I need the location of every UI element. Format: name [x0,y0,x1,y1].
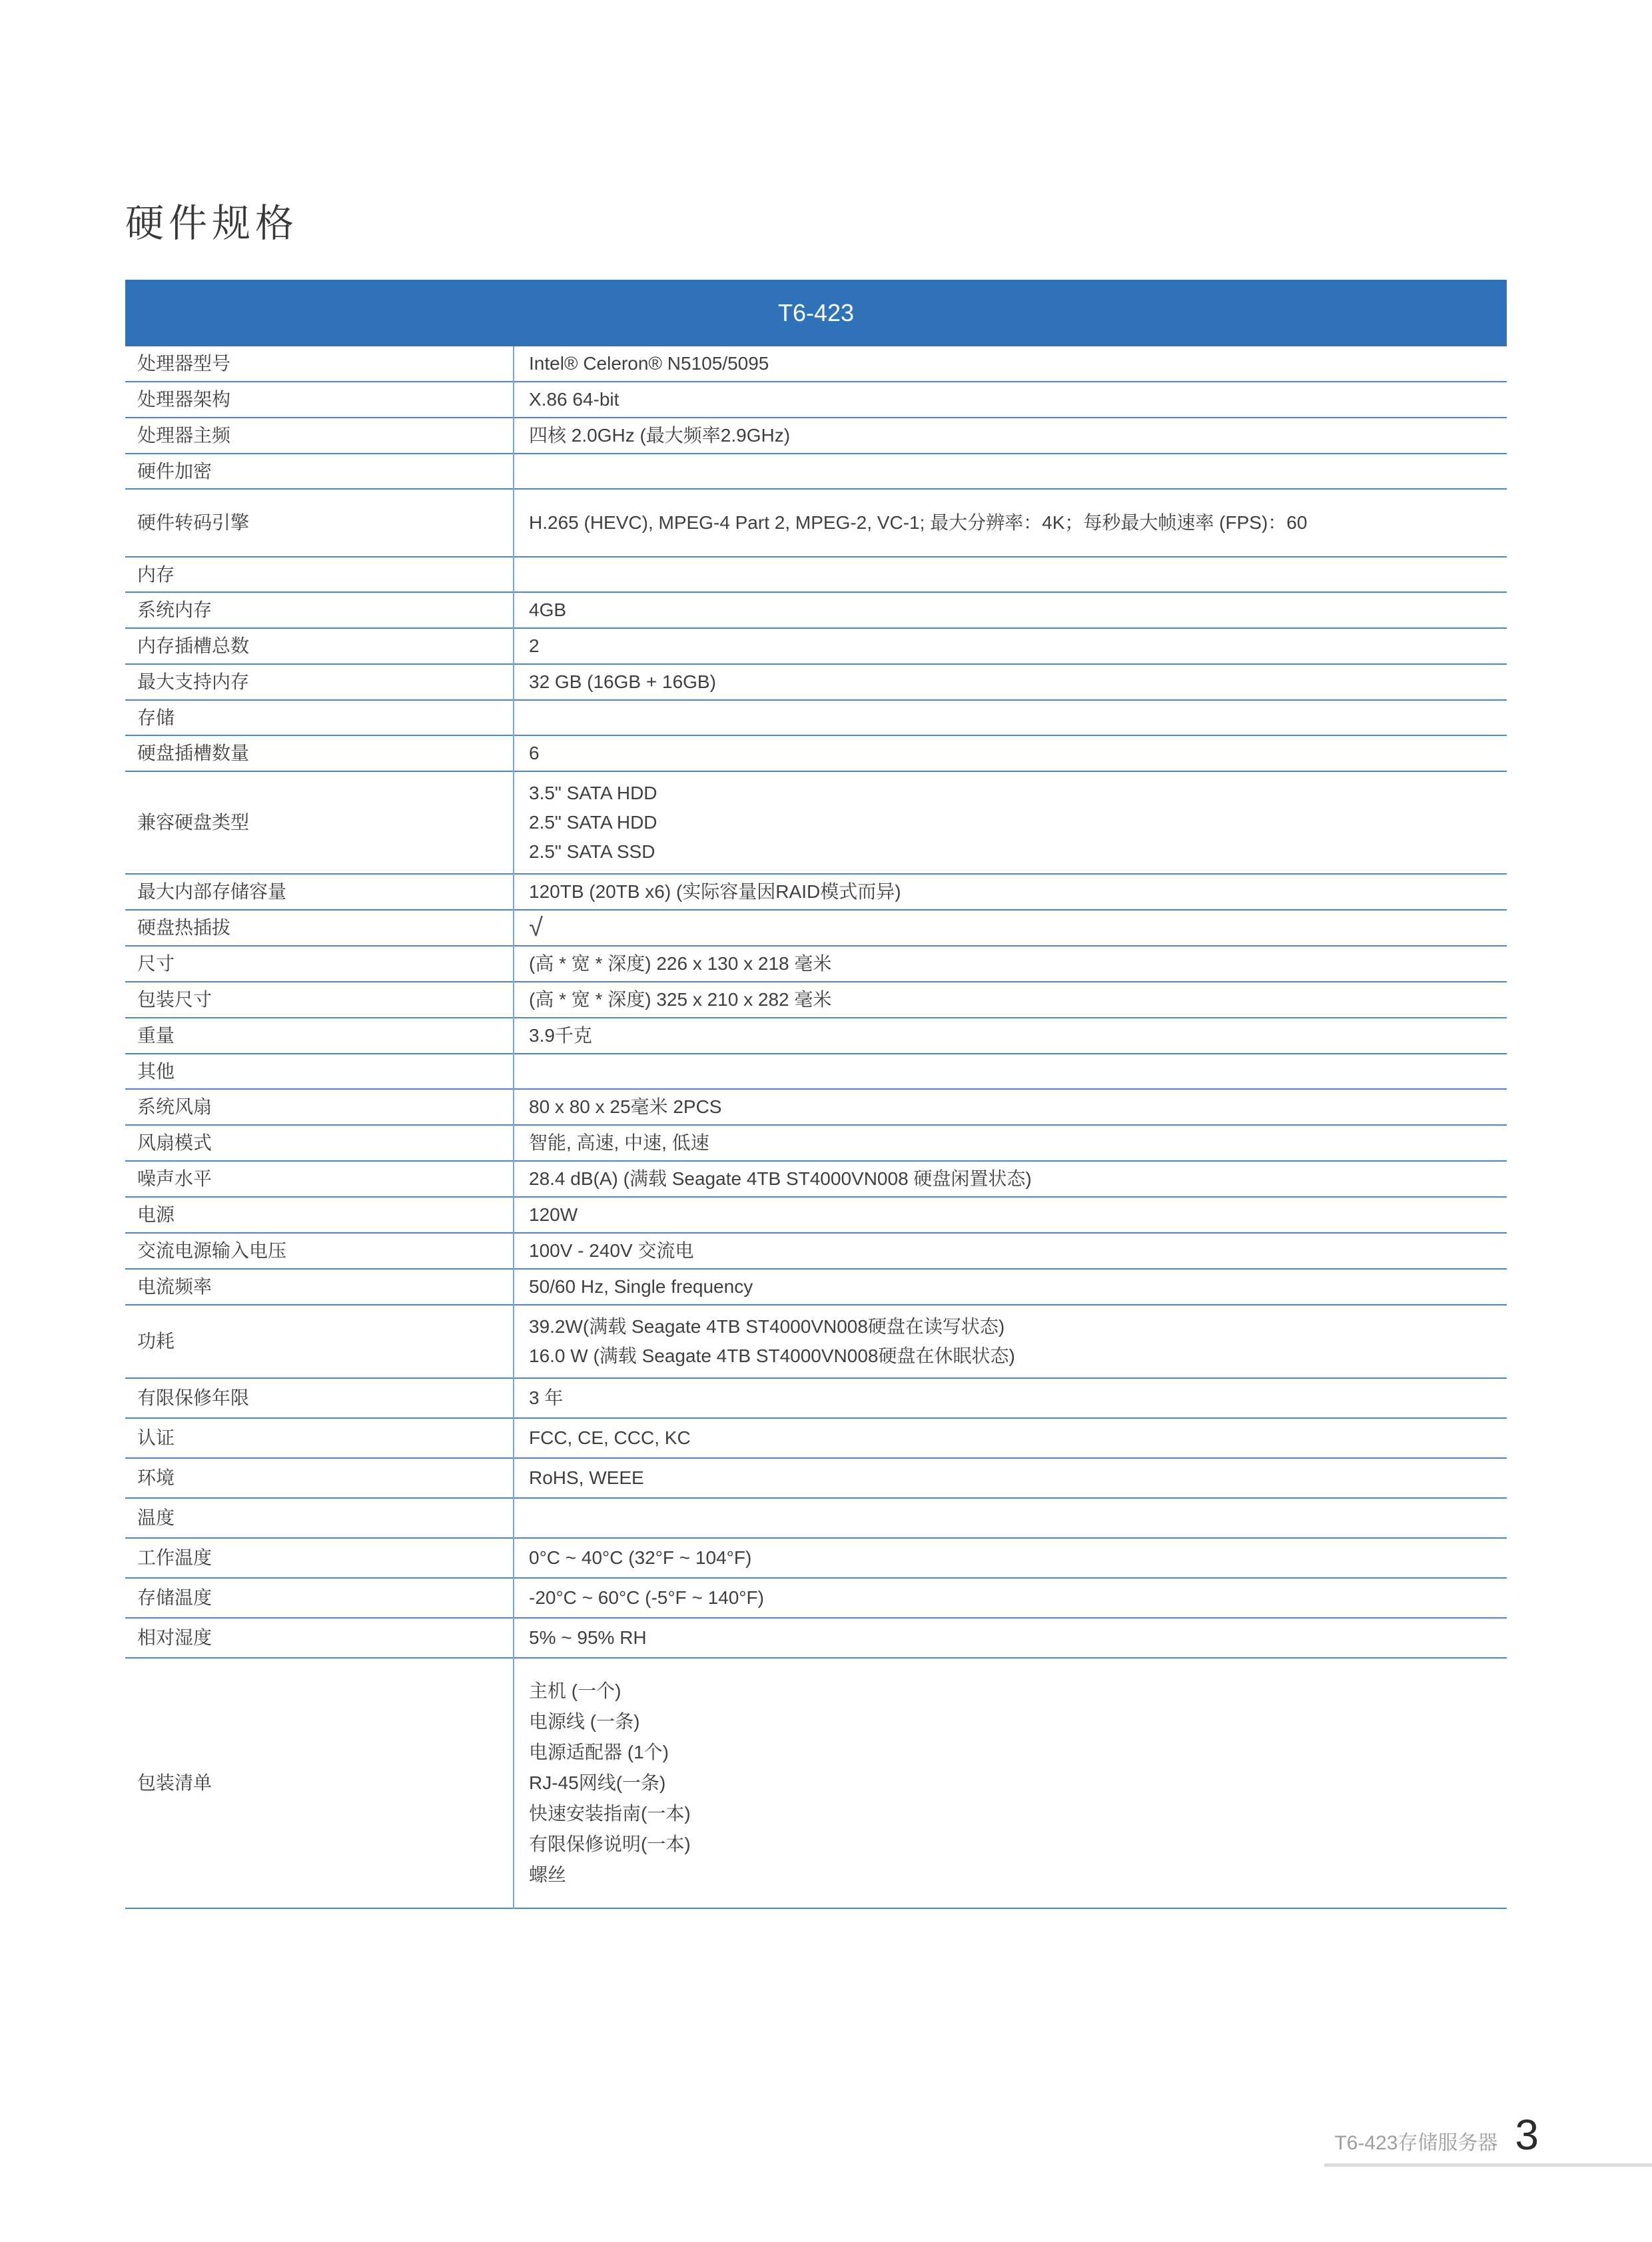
spec-value-line: 3 年 [529,1387,564,1408]
spec-value [513,382,1507,417]
spec-value [513,469,1507,474]
spec-label: 温度 [137,1507,175,1528]
spec-label: 最大支持内存 [137,671,250,692]
spec-value-line: 0°C ~ 40°C (32°F ~ 104°F) [529,1547,752,1568]
spec-value [513,1381,1507,1415]
spec-row [125,1539,1507,1579]
spec-row [125,418,1507,454]
spec-value [513,875,1507,909]
spec-row [125,736,1507,772]
spec-value [513,1198,1507,1232]
spec-label: 功耗 [137,1331,175,1351]
spec-table [125,280,1507,1909]
spec-value-line: 80 x 80 x 25毫米 2PCS [529,1096,722,1117]
spec-value [513,665,1507,699]
spec-value [513,572,1507,577]
footer-page-number: 3 [1515,2111,1539,2159]
spec-row [125,1379,1507,1419]
spec-label: 兼容硬盘类型 [137,812,250,833]
spec-value [513,1018,1507,1053]
spec-value-line: 2 [529,635,540,656]
spec-row [125,1090,1507,1126]
spec-value-line: 6 [529,743,540,763]
spec-value-line: 2.5" SATA SSD [529,841,655,862]
spec-label: 硬盘热插拔 [137,917,231,938]
spec-label: 处理器架构 [137,389,231,410]
spec-row [125,1126,1507,1162]
spec-row [125,946,1507,982]
table-header [125,280,1507,346]
spec-row [125,346,1507,382]
spec-row [125,1018,1507,1054]
spec-label: 交流电源输入电压 [137,1240,287,1261]
spec-value [513,1541,1507,1575]
spec-row [125,1270,1507,1306]
spec-row [125,1419,1507,1459]
spec-value-line: 3.9千克 [529,1025,592,1046]
spec-row [125,558,1507,593]
spec-value [513,1621,1507,1655]
spec-label: 最大内部存储容量 [137,881,287,902]
spec-value [513,1309,1507,1373]
spec-value [513,911,1507,945]
spec-value [513,629,1507,663]
spec-value-line: 3.5" SATA HDD [529,783,657,803]
spec-value [513,982,1507,1017]
spec-value-line: √ [529,914,543,942]
spec-value-line: 螺丝 [529,1864,567,1885]
spec-label: 包装清单 [137,1772,212,1793]
spec-value-line: 50/60 Hz, Single frequency [529,1276,753,1297]
spec-row [125,665,1507,701]
spec-value [513,736,1507,771]
spec-value [513,946,1507,981]
spec-row [125,1659,1507,1909]
spec-value-line: 四核 2.0GHz (最大频率2.9GHz) [529,425,791,446]
spec-row [125,593,1507,629]
spec-label: 存储 [137,707,175,728]
spec-label: 处理器型号 [137,353,231,374]
spec-value [513,1069,1507,1074]
footer-rule [1324,2163,1652,2167]
spec-label: 相对湿度 [137,1627,212,1648]
spec-row [125,382,1507,418]
table-body [125,346,1507,1909]
spec-label: 重量 [137,1025,175,1046]
spec-row [125,1499,1507,1539]
spec-value [513,1126,1507,1160]
spec-value-line: 快速安装指南(一本) [529,1803,691,1824]
spec-label: 噪声水平 [137,1168,212,1189]
spec-label: 内存 [137,563,175,585]
spec-value-line: 39.2W(满载 Seagate 4TB ST4000VN008硬盘在读写状态) [529,1316,1005,1337]
spec-value [513,506,1507,540]
spec-value-line: 28.4 dB(A) (满载 Seagate 4TB ST4000VN008 硬盘闲置状态) [529,1168,1032,1189]
spec-row [125,1162,1507,1198]
spec-label: 风扇模式 [137,1132,212,1153]
spec-label: 其他 [137,1060,175,1082]
spec-row [125,490,1507,558]
spec-value-line: 5% ~ 95% RH [529,1627,647,1648]
page-footer [1324,2110,1652,2167]
spec-row [125,1619,1507,1659]
footer-text [1324,2110,1652,2159]
spec-value [513,1162,1507,1196]
spec-value [513,1581,1507,1615]
spec-value-line: 电源线 (一条) [529,1711,640,1732]
spec-label: 硬件转码引擎 [137,512,250,533]
spec-row [125,875,1507,911]
spec-label: 硬件加密 [137,460,212,482]
spec-value [513,1659,1507,1908]
spec-row [125,629,1507,665]
spec-value [513,772,1507,873]
spec-value-line: 4GB [529,599,567,620]
table-header-title: T6-423 [777,299,855,326]
spec-value-line: FCC, CE, CCC, KC [529,1427,691,1448]
spec-label: 环境 [137,1467,175,1488]
spec-label: 系统风扇 [137,1096,212,1117]
spec-label: 有限保修年限 [137,1387,250,1408]
spec-row [125,982,1507,1018]
spec-value [513,1270,1507,1304]
spec-value-line: 电源适配器 (1个) [529,1742,669,1762]
spec-row [125,454,1507,490]
spec-value-line: 2.5" SATA HDD [529,812,657,833]
spec-value-line: -20°C ~ 60°C (-5°F ~ 140°F) [529,1587,764,1608]
spec-row [125,911,1507,946]
spec-label: 处理器主频 [137,425,231,446]
spec-value-line: RoHS, WEEE [529,1467,644,1488]
spec-row [125,1579,1507,1619]
spec-value [513,1090,1507,1124]
spec-value [513,1234,1507,1268]
spec-value [513,346,1507,381]
spec-value [513,1461,1507,1495]
spec-label: 尺寸 [137,953,175,974]
spec-value [513,418,1507,453]
spec-label: 存储温度 [137,1587,212,1608]
spec-value-line: 120W [529,1204,578,1225]
spec-label: 系统内存 [137,599,212,620]
spec-value [513,593,1507,627]
spec-label: 电源 [137,1204,175,1225]
spec-label: 内存插槽总数 [137,635,250,656]
spec-value-line: (高 * 宽 * 深度) 325 x 210 x 282 毫米 [529,989,832,1010]
spec-value-line: 有限保修说明(一本) [529,1834,691,1854]
spec-row [125,701,1507,736]
spec-value-line: 32 GB (16GB + 16GB) [529,671,716,692]
spec-value-line: H.265 (HEVC), MPEG-4 Part 2, MPEG-2, VC-1; 最大分辨率：4K；每秒最大帧速率 (FPS)：60 [529,512,1308,533]
spec-value-line: 智能, 高速, 中速, 低速 [529,1132,709,1153]
spec-label: 工作温度 [137,1547,212,1568]
spec-value-line: RJ-45网线(一条) [529,1772,666,1793]
spec-value [513,715,1507,721]
spec-row [125,1306,1507,1379]
spec-row [125,1198,1507,1234]
spec-row [125,772,1507,875]
spec-row [125,1054,1507,1090]
spec-row [125,1234,1507,1270]
spec-value-line: 120TB (20TB x6) (实际容量因RAID模式而异) [529,881,901,902]
spec-value-line: (高 * 宽 * 深度) 226 x 130 x 218 毫米 [529,953,832,974]
spec-value [513,1421,1507,1455]
spec-value-line: 主机 (一个) [529,1681,621,1701]
page-title: 硬件规格 [125,202,299,245]
footer-doc-title: T6-423存储服务器 [1334,2132,1498,2154]
spec-value-line: X.86 64-bit [529,389,620,410]
spec-label: 硬盘插槽数量 [137,743,250,763]
spec-row [125,1459,1507,1499]
spec-value-line: 16.0 W (满载 Seagate 4TB ST4000VN008硬盘在休眠状态) [529,1345,1015,1366]
spec-value-line: Intel® Celeron® N5105/5095 [529,353,769,374]
spec-label: 认证 [137,1427,175,1448]
spec-value [513,1515,1507,1521]
spec-label: 包装尺寸 [137,989,212,1010]
spec-value-line: 100V - 240V 交流电 [529,1240,694,1261]
spec-label: 电流频率 [137,1276,212,1297]
